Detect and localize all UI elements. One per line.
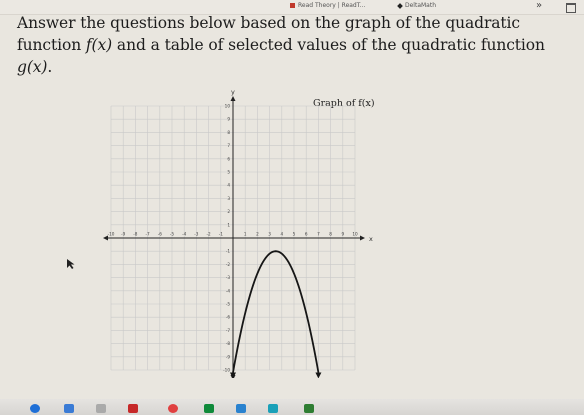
y-tick-label: -3	[225, 275, 230, 281]
x-tick-label: 1	[243, 231, 247, 237]
curve-layer	[230, 251, 321, 378]
x-tick-label: -2	[206, 231, 211, 237]
y-tick-label: -2	[225, 261, 230, 267]
y-tick-label: -1	[225, 248, 230, 254]
chevron-double-right-icon[interactable]: »	[536, 0, 543, 11]
y-tick-label: 6	[227, 156, 230, 162]
x-tick-label: 4	[280, 231, 284, 237]
settings-icon[interactable]	[96, 404, 106, 413]
x-tick-label: 2	[256, 231, 259, 237]
x-tick-label: -1	[218, 231, 223, 237]
x-tick-label: -4	[182, 231, 187, 237]
x-tick-label: 9	[341, 231, 345, 237]
y-tick-label: 1	[227, 222, 230, 228]
y-tick-label: -8	[225, 341, 230, 347]
read-theory-icon	[290, 3, 295, 8]
x-tick-label: -6	[157, 231, 162, 237]
x-tick-label: -5	[169, 231, 175, 237]
taskbar	[0, 399, 584, 415]
teams-icon[interactable]	[64, 404, 74, 413]
g-of-x-symbol: g(x)	[17, 58, 48, 76]
x-axis-label: x	[369, 235, 373, 243]
x-tick-label: -9	[121, 231, 126, 237]
deltamath-icon	[397, 3, 403, 9]
y-tick-label: 7	[227, 143, 230, 149]
y-axis-label: y	[231, 88, 235, 96]
x-tick-label: 7	[317, 231, 320, 237]
tab-read-theory-label: Read Theory | ReadT...	[298, 2, 366, 9]
edge-icon[interactable]	[236, 404, 246, 413]
graph-of-f	[88, 88, 388, 378]
axes	[103, 88, 373, 378]
maps-icon[interactable]	[304, 404, 314, 413]
curve-arrow-right	[315, 372, 321, 378]
x-tick-label: 6	[304, 231, 308, 237]
y-axis-arrow-up	[231, 96, 236, 101]
parabola-f	[233, 251, 318, 372]
graph-title: Graph of f(x)	[313, 98, 375, 109]
x-tick-label: -8	[133, 231, 138, 237]
y-tick-label: -9	[225, 354, 230, 360]
x-tick-label: -7	[145, 231, 150, 237]
y-tick-label: 8	[227, 129, 230, 135]
x-tick-label: 8	[329, 231, 332, 237]
x-tick-label: -3	[194, 231, 199, 237]
tab-deltamath[interactable]	[398, 2, 436, 9]
store-icon[interactable]	[268, 404, 278, 413]
y-tick-label: 10	[224, 103, 230, 109]
y-tick-label: -5	[225, 301, 230, 307]
y-tick-label: 5	[227, 169, 230, 175]
x-tick-label: 10	[352, 231, 358, 237]
y-tick-label: -7	[225, 327, 230, 333]
record-icon[interactable]	[168, 404, 178, 413]
y-tick-label: -6	[225, 314, 230, 320]
question-prompt: Answer the questions below based on the graph of the quadratic function f(x) and a table of selected values of the quadratic function g(x).	[17, 14, 545, 76]
x-axis-arrow-right	[360, 236, 365, 241]
x-tick-label: 3	[268, 231, 271, 237]
excel-icon[interactable]	[204, 404, 214, 413]
tab-deltamath-label: DeltaMath	[405, 2, 437, 9]
y-tick-label: 2	[227, 209, 230, 215]
mouse-cursor-icon	[66, 258, 76, 270]
x-tick-label: 5	[292, 231, 296, 237]
f-of-x-symbol: f(x)	[85, 36, 113, 54]
y-tick-label: 9	[227, 116, 230, 122]
browser-icon[interactable]	[30, 404, 40, 413]
y-tick-label: 3	[227, 195, 230, 201]
red-app-icon[interactable]	[128, 404, 138, 413]
y-tick-label: 4	[227, 182, 230, 188]
y-tick-label: -4	[225, 288, 230, 294]
y-tick-label: -10	[223, 367, 230, 373]
x-tick-label: -10	[107, 231, 115, 237]
tab-read-theory[interactable]	[290, 2, 365, 9]
